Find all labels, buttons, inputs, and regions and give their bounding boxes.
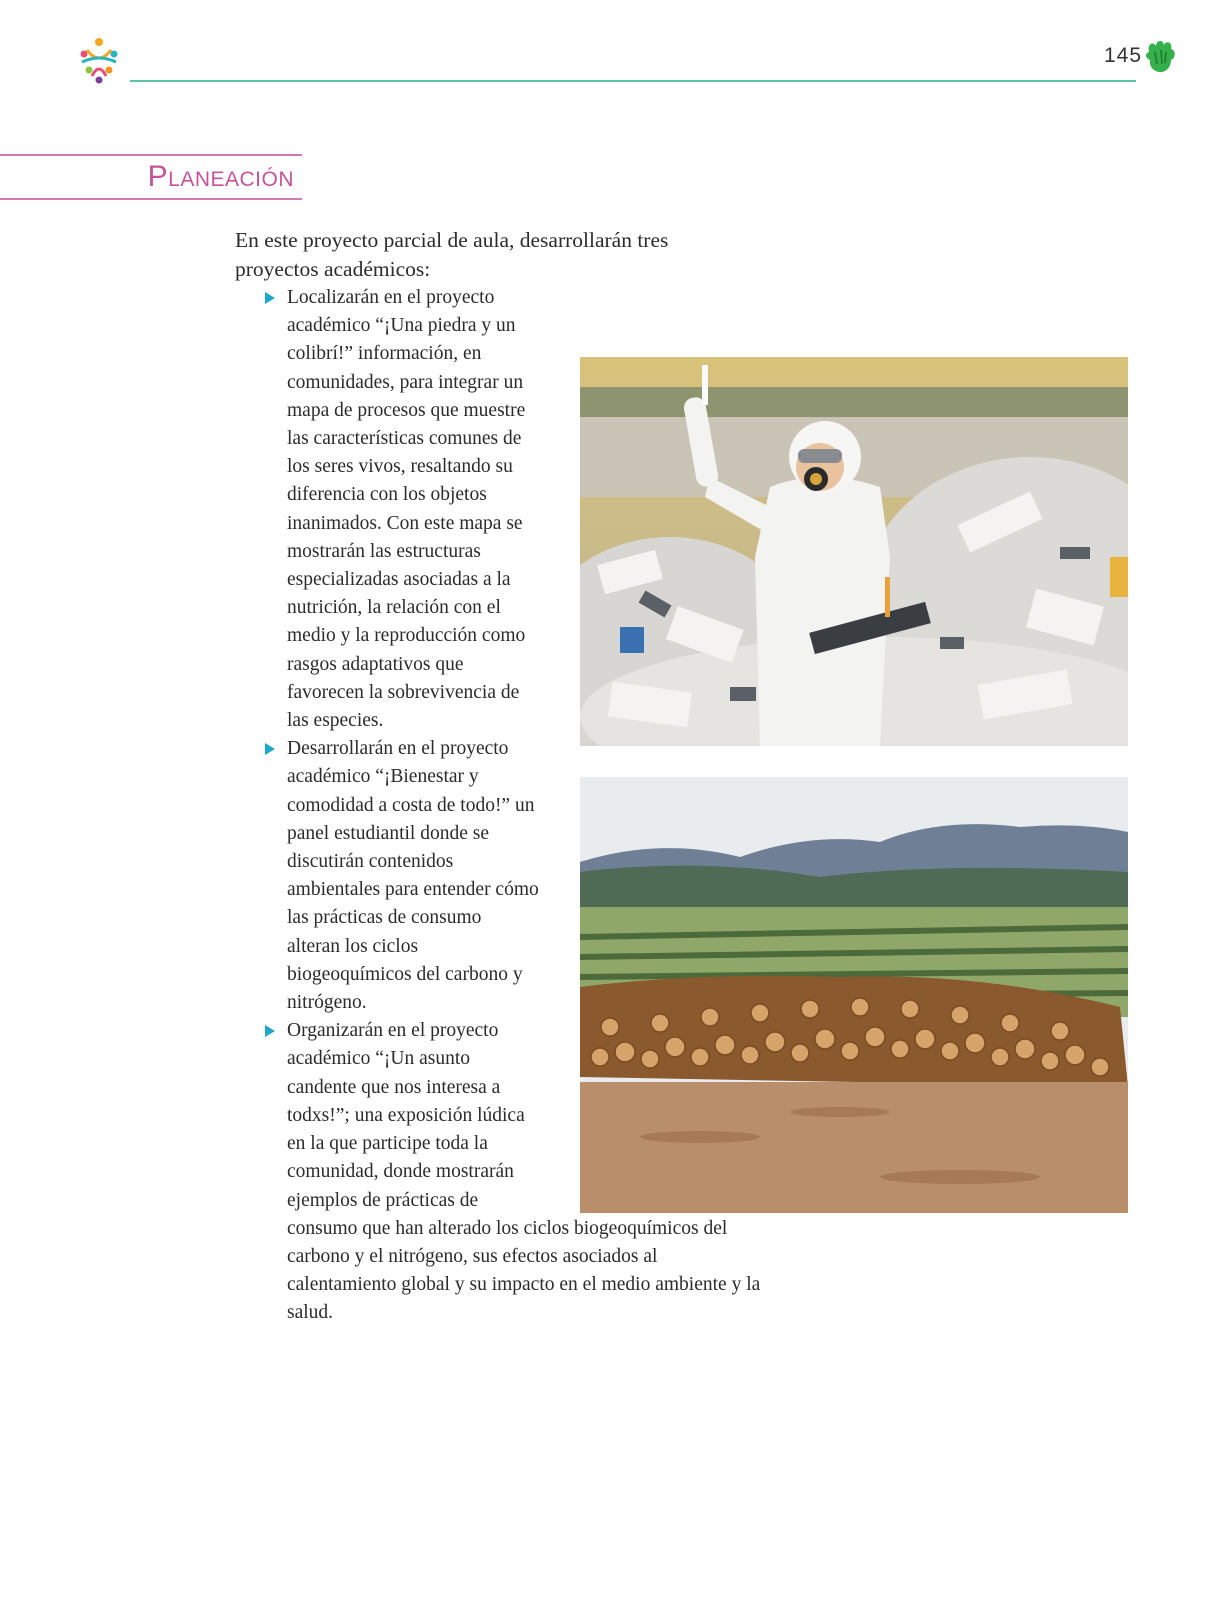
bullet-arrow-icon [265,292,275,304]
bullet-arrow-icon [265,1025,275,1037]
bullet-arrow-icon [265,743,275,755]
list-item-text: Localizarán en el proyecto académico “¡Una piedra y un colibrí!” información, en comunidades, para integrar un mapa de procesos que muestre las características comunes de los seres vivos, resaltando su diferencia con los objetos inanimados. Con este mapa se mostrarán las estructuras especializadas asociadas a la nutrición, la relación con el medio y la reproducción como rasgos adaptativos que favorecen la sobrevivencia de las especies. [287,287,526,732]
green-hand-icon [1143,38,1177,76]
photo-landfill-researcher [580,357,1128,746]
intro-paragraph: En este proyecto parcial de aula, desarrollarán tres proyectos académicos: [235,228,669,281]
page-number: 145 [1104,44,1143,67]
header-rule [130,80,1136,82]
heading-rule-bottom [0,198,302,200]
section-title: Planeación [147,160,294,193]
section-heading [0,154,302,200]
photo-logs-olive-groves [580,777,1128,1213]
list-item-text: Organizarán en el proyecto académico “¡Un asunto candente que nos interesa a todxs!”; una exposición lúdica en la que participe toda la comunidad, donde mostrarán ejemplos de prácticas de consumo que han alterado los ciclos biogeoquímicos del carbono y el nitrógeno, sus efectos asociados al calentamiento global y su impacto en el medio ambiente y la salud. [287,1020,761,1324]
colorful-figures-logo-icon [72,32,126,86]
list-item-text: Desarrollarán en el proyecto académico “¡Bienestar y comodidad a costa de todo!” un panel estudiantil donde se discutirán contenidos ambientales para entender cómo las prácticas de consumo alteran los ciclos biogeoquímicos del carbono y nitrógeno. [287,738,539,1014]
heading-rule-top [0,154,302,156]
